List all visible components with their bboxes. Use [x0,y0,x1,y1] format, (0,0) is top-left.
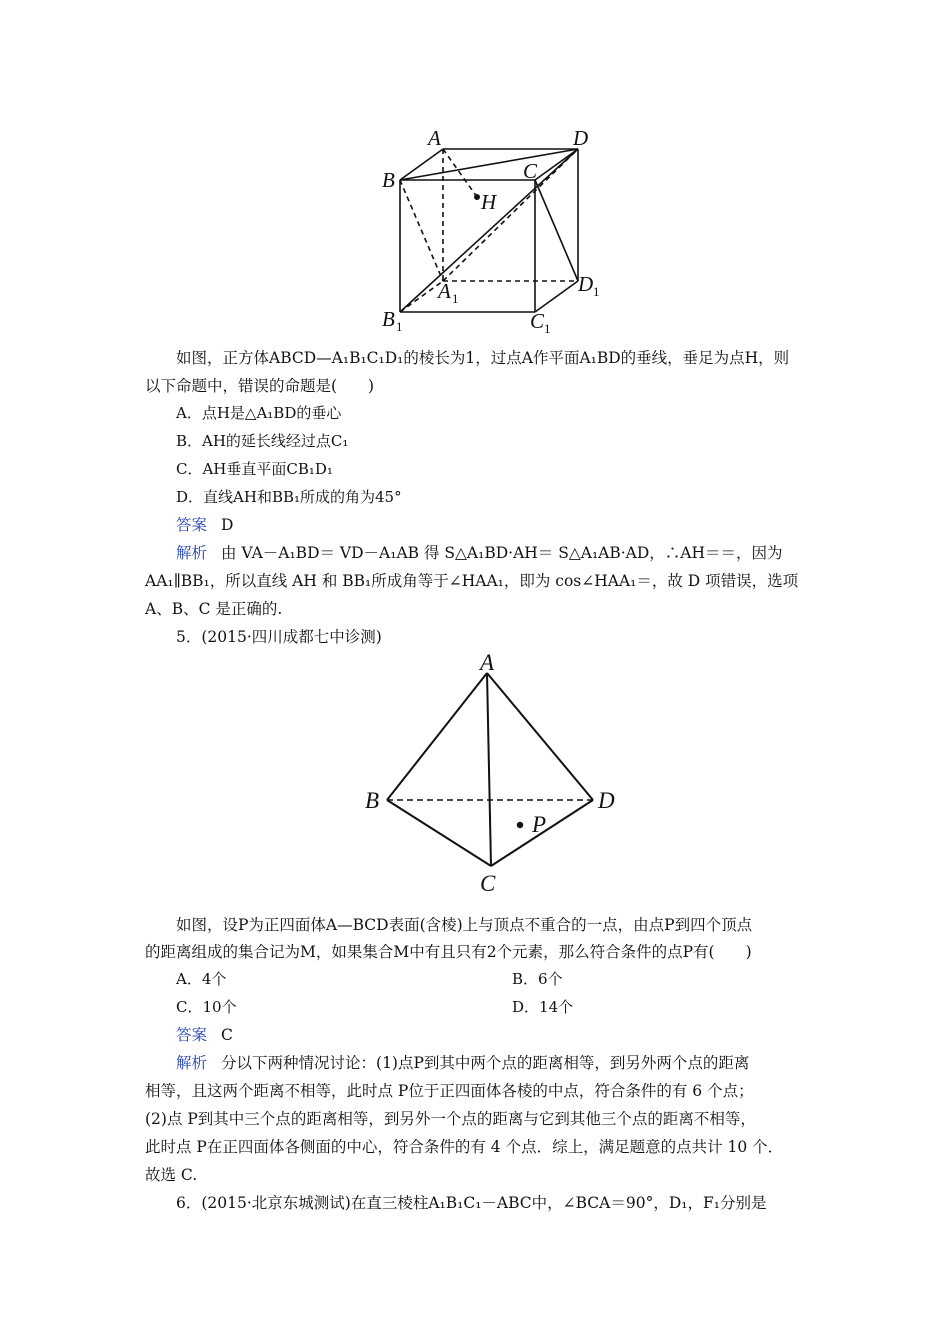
label-a1-sub: 1 [452,291,459,306]
p4-option-c: C．AH垂直平面CB₁D₁ [176,460,333,478]
label-a1: A [438,279,451,303]
p5-stem-line1: 如图，设P为正四面体A—BCD表面(含棱)上与顶点不重合的一点，由点P到四个顶点 [176,916,753,934]
p5-analysis-line2: 相等，且这两个距离不相等，此时点 P位于正四面体各棱的中点，符合条件的有 6 个点； [145,1082,754,1100]
point-h [474,194,480,200]
p5-analysis-line1 [176,1053,856,1073]
answer-value: C [221,1026,233,1044]
answer-label: 答案 [176,1026,208,1044]
label-h: H [481,190,497,214]
p5-answer [176,1025,856,1045]
tetrahedron-figure [360,648,630,898]
p5-stem-line2: 的距离组成的集合记为M，如果集合M中有且只有2个元素，那么符合条件的点P有( ) [145,943,752,961]
p4-answer [176,515,856,535]
p5-options-row1 [176,969,856,989]
label-d: D [573,126,589,150]
label-a: A [428,126,441,150]
label-b: B [382,168,395,192]
p6-line1: 6．(2015·北京东城测试)在直三棱柱A₁B₁C₁－ABC中，∠BCA＝90°，D₁，F₁分别是 [176,1194,767,1212]
cube-figure [370,125,610,340]
label-d: D [598,788,615,813]
label-d1-sub: 1 [593,284,600,299]
p4-option-d: D．直线AH和BB₁所成的角为45° [176,488,402,506]
label-a: A [480,650,495,675]
p5-option-d: D．14个 [512,998,574,1016]
p4-option-b: B．AH的延长线经过点C₁ [176,432,349,450]
label-b: B [365,788,380,813]
p4-analysis-line1 [176,543,856,563]
label-c: C [523,159,538,183]
label-c: C [480,871,496,896]
point-p [517,822,523,828]
p4-option-a: A．点H是△A₁BD的垂心 [176,404,342,422]
analysis-text: 由 VA－A₁BD＝ VD－A₁AB 得 S△A₁BD·AH＝ S△A₁AB·AD，∴AH＝＝，因为 [221,544,783,562]
p5-analysis-line3: (2)点 P到其中三个点的距离相等，到另外一个点的距离与它到其他三个点的距离不相等， [145,1110,756,1128]
p5-options-row2 [176,997,856,1017]
analysis-label: 解析 [176,1054,208,1072]
p5-header: 5．(2015·四川成都七中诊测) [176,628,382,646]
answer-label: 答案 [176,516,208,534]
p5-analysis-line5: 故选 C. [145,1166,198,1184]
p4-analysis-line2: AA₁∥BB₁，所以直线 AH 和 BB₁所成角等于∠HAA₁，即为 cos∠HAA₁＝，故 D 项错误，选项 [145,572,799,590]
label-d1: D [578,272,594,296]
label-b1: B [382,307,395,331]
p5-option-b: B．6个 [512,970,563,988]
p5-analysis-line4: 此时点 P在正四面体各侧面的中心，符合条件的有 4 个点．综上，满足题意的点共计 10 个． [145,1138,784,1156]
analysis-label: 解析 [176,544,208,562]
p4-stem-line1: 如图，正方体ABCD—A₁B₁C₁D₁的棱长为1，过点A作平面A₁BD的垂线，垂足为点H，则 [176,349,790,367]
label-b1-sub: 1 [396,319,403,334]
p4-analysis-line3: A、B、C 是正确的. [145,600,283,618]
p4-stem-line2: 以下命题中，错误的命题是( ) [145,377,375,395]
analysis-text: 分以下两种情况讨论：(1)点P到其中两个点的距离相等，到另外两个点的距离 [221,1054,750,1072]
p5-option-c: C．10个 [176,998,237,1016]
answer-value: D [221,516,234,534]
p5-option-a: A．4个 [176,970,227,988]
label-c1: C [530,309,545,333]
label-p: P [532,812,547,837]
label-c1-sub: 1 [544,321,551,336]
